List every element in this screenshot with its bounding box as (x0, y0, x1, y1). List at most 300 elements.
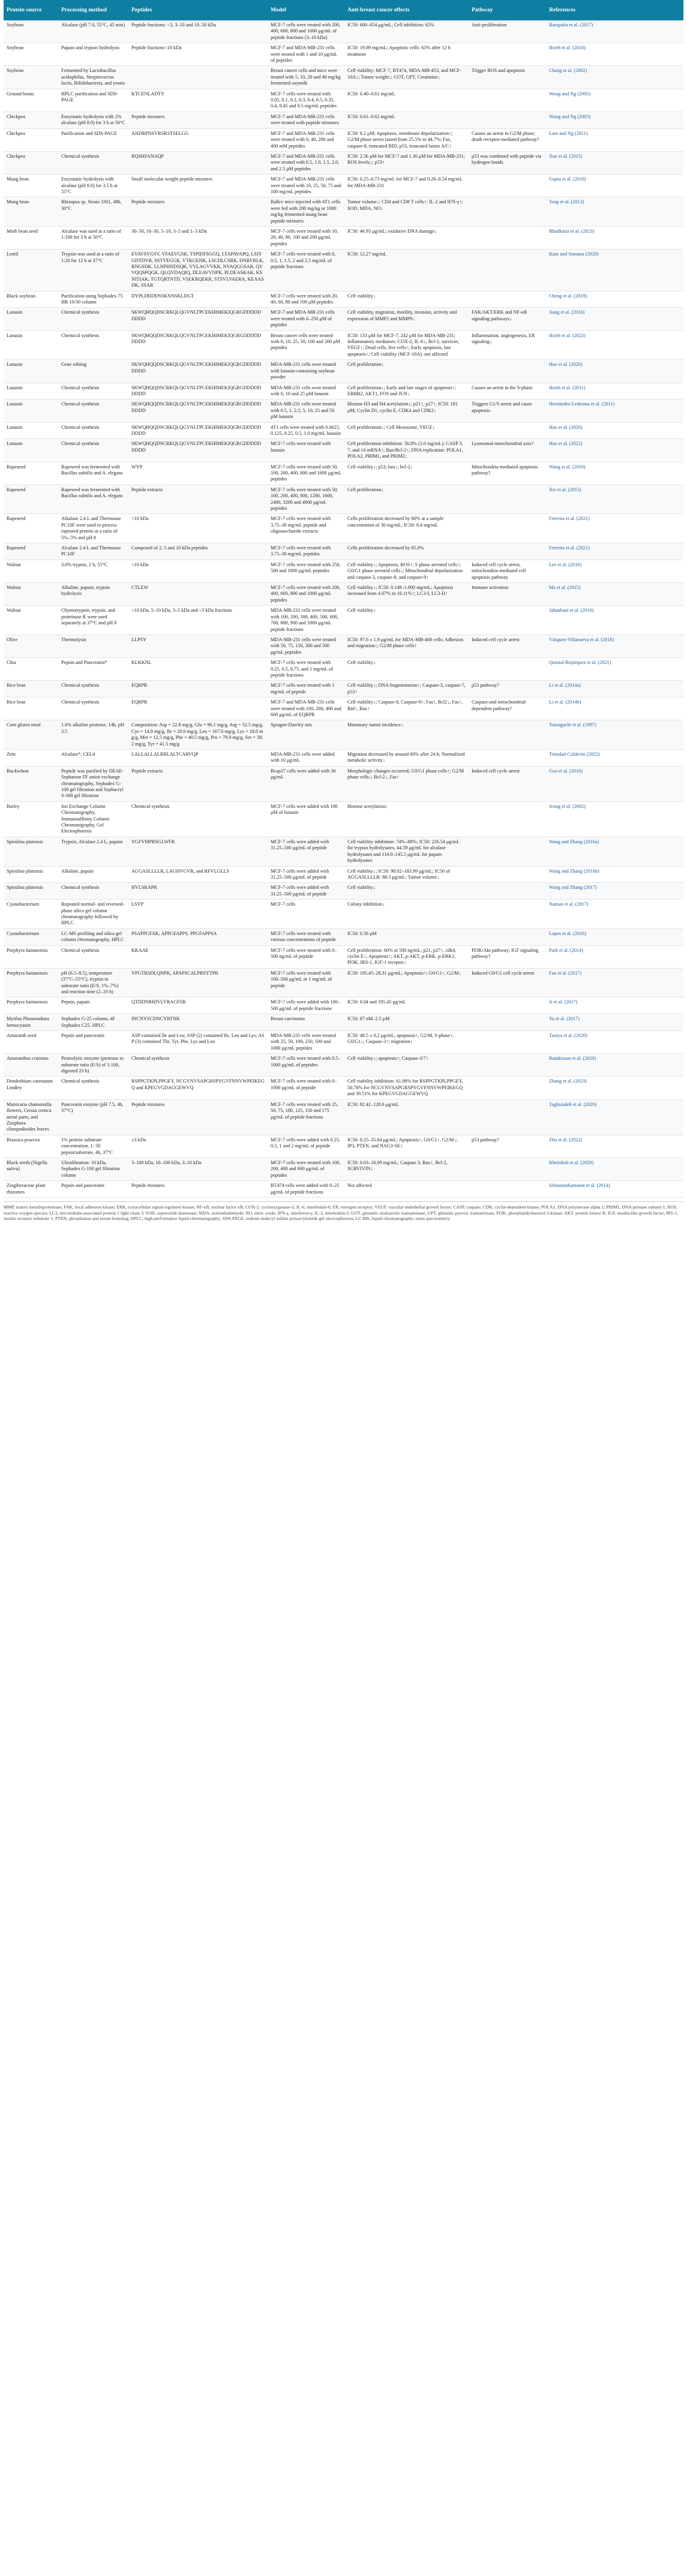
cell-reference[interactable]: Sithunnathamanut et al. (2014) (546, 1181, 683, 1198)
cell-reference[interactable]: Cheng et al. (2019) (546, 291, 683, 308)
cell-model: Breast cancer cells and mice were treated with 5, 10, 20 and 40 mg/kg fermented soymilk (268, 66, 344, 89)
cell-reference[interactable]: Fan et al. (2017) (546, 968, 683, 997)
cell-effects: IC50: 0.25–35.64 μg/mL; Apoptosis↑; G0/G1↑, G2/M↓; IP3, PTEN, and NAG3-SE↑ (344, 1135, 469, 1158)
cell-processing-method: Pepsin and Pancreatin* (58, 658, 128, 681)
cell-processing-method: Fermented by Lactobacillus acidophilus, Streptococcus lactis, Bifidobacteria, and yeasts (58, 66, 128, 89)
header-pathway: Pathway (469, 0, 546, 20)
cell-protein-source: Amaranthus cruentus (4, 1054, 58, 1077)
cell-pathway (469, 514, 546, 543)
cell-pathway: Causes an arrest in the S-phase (469, 383, 546, 399)
cell-model: MCF-7 cells were treated with 0.25, 0.5, 0.75, and 1 mg/mL of peptide fractions (268, 658, 344, 681)
cell-model: MCF-7 cells were treated with 50, 100, 200, 400, 800, 1200, 1600, 2400, 3200 and 4800 μg/mL peptides (268, 485, 344, 514)
table-row (4, 226, 683, 249)
cell-peptides: SKWQHQQDSCRKQLQGVNLTPCEKHIMEKIQGRGDDDDDDDDD (128, 439, 268, 462)
cell-peptides: Chemical synthesis (128, 1054, 268, 1077)
cell-processing-method: Chemical synthesis (58, 422, 128, 439)
cell-reference[interactable]: Trinidad-Calderón (2022) (546, 750, 683, 767)
cell-pathway (469, 89, 546, 112)
cell-reference[interactable]: Yu et al. (2017) (546, 1014, 683, 1031)
table-row (4, 928, 683, 945)
cell-pathway (469, 291, 546, 308)
cell-model: MCF-7 and MDA-MB-231 cells were treated with 10, 25, 50, 75 and 100 mg/mL peptides (268, 175, 344, 197)
cell-protein-source: Zein (4, 750, 58, 767)
cell-effects: Cell proliferation: 60% at 500 ng/mL; p21, p27↑, cdk4, cyclin E↓; Apoptosis↑; AKT, p-AKT, p-ERK, p-ERK1, PI3K, IRS-1, IGF-1 receptor↓ (344, 945, 469, 968)
cell-processing-method: Chemical synthesis (58, 399, 128, 422)
cell-processing-method: Alkalase 2.4 L and Thermoase PC10F were used to process rapeseed protein at a ratio of 5%–5% and pH 8 (58, 514, 128, 543)
cell-peptides: HVLSRAPR (128, 883, 268, 900)
cell-pathway: Immune activation (469, 583, 546, 606)
table-row (4, 175, 683, 197)
table-row (4, 1014, 683, 1031)
cell-peptides: Peptide extracts (128, 766, 268, 801)
cell-model: BT474 cells were added with 0–25 μg/mL of peptide fractions (268, 1181, 344, 1198)
table-row (4, 383, 683, 399)
cell-protein-source: Lunasin (4, 308, 58, 330)
cell-processing-method: Rapeseed was fermented with Bacillus subtilis and A. elegans (58, 485, 128, 514)
cell-peptides: CTLEW (128, 583, 268, 606)
cell-peptides: ≤3 kDa (128, 1135, 268, 1158)
cell-effects: Cells proliferation decreased by 80% at a sample concentration of 30 mg/mL; IC50: 8.4 mg/mL (344, 514, 469, 543)
cell-processing-method: Trypsin was used at a ratio of 1:20 for 12 h at 37°C (58, 250, 128, 291)
cell-effects: IC50: 12.27 mg/mL (344, 250, 469, 291)
cell-peptides: Peptide mixtures (128, 1099, 268, 1135)
cell-model: MCF-7 cells were treated with 50, 100, 200, 400, 800 and 1600 μg/mL peptides (268, 462, 344, 485)
cell-effects: IC50: 195.45–28.31 μg/mL; Apoptosis↑; G0/G1↑, G2/M↓ (344, 968, 469, 997)
cell-peptides: SKWQHQQDSCRKQLQGVNLTPCEKHIMEKIQGRGDDDDDDDDD (128, 422, 268, 439)
cell-peptides: Peptide fractions<10 kDa (128, 43, 268, 66)
cell-reference[interactable]: Kheirdish et al. (2020) (546, 1158, 683, 1180)
cell-processing-method: Chemical synthesis (58, 681, 128, 698)
cell-effects: IC50: 0.25–0.73 mg/mL for MCF-7 and 0.26–0.54 mg/mL for MDA-MB-231 (344, 175, 469, 197)
cell-processing-method: Repeated normal- and reversed-phase silica gel column chromatography followed by HPLC (58, 900, 128, 929)
table-row (4, 883, 683, 900)
cell-pathway: Induced cell cycle arrest, mitochondria-mediated cell apoptosis pathway (469, 560, 546, 582)
cell-pathway (469, 1181, 546, 1198)
cell-pathway: Induced cell cycle arrest (469, 635, 546, 657)
cell-model: MCF-7 cells were treated with 20, 40, 60, 80 and 100 μM peptides (268, 291, 344, 308)
cell-model: MCF-7 and MDA-MB-231 cells were treated with 0–250 μM of peptides (268, 308, 344, 330)
cell-protein-source: Cyanobacterium (4, 928, 58, 945)
cell-reference[interactable]: Jahanbani et al. (2016) (546, 606, 683, 635)
cell-effects: Cell viability↓; apoptosis↑; Caspase-3/7↑ (344, 1054, 469, 1077)
cell-protein-source: Olive (4, 635, 58, 657)
cell-pathway: Caspase-and mitochondrial-dependent pathway? (469, 698, 546, 720)
cell-reference[interactable]: Bhadkaria et al. (2023) (546, 226, 683, 249)
cell-model: MCF-7 cells were added with 31.25–500 μg/mL of peptide (268, 883, 344, 900)
cell-reference[interactable]: Wang et al. (2016) (546, 462, 683, 485)
cell-peptides: KTCENLADTY (128, 89, 268, 112)
cell-reference[interactable]: Li et al. (2014a) (546, 681, 683, 698)
cell-peptides: KKAAE (128, 945, 268, 968)
cell-protein-source: Spirulina platensis (4, 883, 58, 900)
cell-reference[interactable]: Ji et al. (2017) (546, 997, 683, 1014)
table-row (4, 606, 683, 635)
table-row (4, 837, 683, 866)
cell-reference[interactable]: Yamaguchi et al. (1997) (546, 720, 683, 750)
cell-effects: IC50: 600–654 μg/mL; Cell inhibition: 65% (344, 20, 469, 43)
header-processing-method: Processing method (58, 0, 128, 20)
cell-reference[interactable]: Ma et al. (2015) (546, 583, 683, 606)
cell-pathway: Induced G0/G1 cell cycle arrest (469, 968, 546, 997)
cell-protein-source: Black soybean (4, 291, 58, 308)
cell-processing-method: Chemical synthesis (58, 308, 128, 330)
cell-reference[interactable]: Quintal-Bojórquez et al. (2021) (546, 658, 683, 681)
cell-peptides: <10 kDa, 5–10 kDa, 3–5 kDa and <3 kDa fractions (128, 606, 268, 635)
cell-reference[interactable]: Hsieh et al. (2011) (546, 383, 683, 399)
cell-reference[interactable]: Lam and Ng (2011) (546, 128, 683, 151)
cell-processing-method: Peptide was purified by DEAE-Sepharose FF anion exchange chromatography, Sephadex G-100 gel filtration and Sephacryl S-300 gel filtration (58, 766, 128, 801)
cell-model: MCF-7 cells were treated with 200, 400, 600, 800 and 1000 μg/mL peptides (268, 583, 344, 606)
cell-effects: Cell viability inhibition: 74%–88%; IC50: 226.54 μg/mL for trypsin hydrolysates, 44.59 μg/mL for alcalase hydrolysates and 114.0–145.5 μg/mL for papain hydrolysates (344, 837, 469, 866)
table-row (4, 128, 683, 151)
cell-pathway (469, 883, 546, 900)
cell-protein-source: Spirulina platensis (4, 866, 58, 883)
cell-protein-source: Ground beans (4, 89, 58, 112)
cell-protein-source: Chickpea (4, 128, 58, 151)
table-row (4, 43, 683, 66)
table-row (4, 462, 683, 485)
cell-reference[interactable]: Hernández-Ledesma et al. (2011) (546, 399, 683, 422)
cell-reference[interactable]: Guo et al. (2010) (546, 766, 683, 801)
cell-model: MCF-7 cells were added with 31.25–500 μg/mL of peptide (268, 837, 344, 866)
cell-peptides: 30–50, 10–30, 5–10, 3–5 and 1–3 kDa (128, 226, 268, 249)
cell-model: MCF-7 cells (268, 900, 344, 929)
cell-protein-source: Walnut (4, 560, 58, 582)
cell-peptides: 3–100 kDa, 10–100 kDa, 3–10 kDa (128, 1158, 268, 1180)
cell-peptides: Peptide fractions: <3, 3–10 and 10–50 kDa (128, 20, 268, 43)
cell-model: MDA-MB-231 cells were treated with 0, 10 and 25 μM lunasin (268, 383, 344, 399)
cell-model: Balb/c mice injected with 4T1 cells were fed with 200 mg/kg or 1000 mg/kg fermented mung bean peptide mixtures (268, 197, 344, 227)
cell-model: MCF-7 and MDA-MB-231 cells were treated with 0.5, 1.0, 1.5, 2.0, and 2.5 μM peptides (268, 151, 344, 174)
cell-protein-source: Buckwheat (4, 766, 58, 801)
cell-model: 4T1 cells were treated with 0.0625, 0.125, 0.25, 0.5, 1.0 mg/mL lunasin (268, 422, 344, 439)
cell-protein-source: Porphyra haitanensis (4, 945, 58, 968)
cell-model: MDA-MB-231 cells were treated with 0.5, 1, 2.5, 5, 10, 25 and 50 μM lunasin (268, 399, 344, 422)
cell-processing-method: Alcalase was used at a ratio of 1:100 for 3 h at 50°C (58, 226, 128, 249)
cell-reference[interactable]: Wong and Ng (2005) (546, 112, 683, 128)
cell-peptides: ANDRPNSVRSRSTSELGG (128, 128, 268, 151)
cell-protein-source: Rice bran (4, 681, 58, 698)
table-row (4, 399, 683, 422)
cell-processing-method: Chemical synthesis (58, 383, 128, 399)
cell-processing-method: Pepsin and pancreatin (58, 1181, 128, 1198)
cell-model: MCF-7 and MDA-MB-231 cells were treated with 0, 40, 200 and 400 mM peptides (268, 128, 344, 151)
cell-model: MCF-7 cells were treated with 100–500 μg/mL or 1 mg/mL of peptide (268, 968, 344, 997)
peptides-table (4, 0, 683, 1198)
cell-peptides: Composed of 2, 5 and 10 kDa peptides (128, 543, 268, 560)
cell-model: MCF-7 and MDA-MB-231 cells were treated with 1 and 10 μg/mL of peptides (268, 43, 344, 66)
table-row (4, 439, 683, 462)
cell-effects: IC50: 19.89 mg/mL; Apoptotic cells: 63% after 12 h treatment (344, 43, 469, 66)
cell-peptides: QTDDNRHIVLVRAGFSR (128, 997, 268, 1014)
cell-reference[interactable]: Wang and Zhang (2016a) (546, 837, 683, 866)
cell-protein-source: Chickpea (4, 151, 58, 174)
cell-reference[interactable]: Lopes et al. (2016) (546, 928, 683, 945)
cell-protein-source: Corn gluten meal (4, 720, 58, 750)
cell-model: MCF-7 cells were treated with various concentrations of peptide (268, 928, 344, 945)
cell-processing-method: Papain and trypsin hydrolysis (58, 43, 128, 66)
cell-protein-source: Soybean (4, 43, 58, 66)
cell-pathway (469, 801, 546, 837)
table-row (4, 866, 683, 883)
cell-effects: Cell viability↓; IC50: 0.149–1.000 mg/mL; Apoptosis increased from 4.07% to 16.11%↑; LC3-I, LC3-II↑ (344, 583, 469, 606)
cell-pathway (469, 112, 546, 128)
cell-protein-source: Chia (4, 658, 58, 681)
cell-reference[interactable]: Li et al. (2014b) (546, 698, 683, 720)
table-row (4, 20, 683, 43)
cell-processing-method: Chemical synthesis (58, 945, 128, 968)
cell-processing-method: Rhizopus sp. Strain 3301, 48h, 30°C (58, 197, 128, 227)
cell-reference[interactable]: Hsieh et al. (2016) (546, 43, 683, 66)
cell-protein-source: Mung bean (4, 197, 58, 227)
cell-effects: Cell viability↓ (344, 883, 469, 900)
cell-model: MCF-7 cells were treated with 0, 0.5, 1, 1.5, 2 and 2.5 mg/mL of peptide fractions (268, 250, 344, 291)
cell-protein-source: Lunasin (4, 330, 58, 360)
cell-reference[interactable]: Xie et al. (2015) (546, 485, 683, 514)
cell-protein-source: Dendrobium catenatum Lindley (4, 1077, 58, 1099)
cell-reference[interactable]: Ferreira et al. (2021) (546, 543, 683, 560)
cell-peptides: DYPLDHDDSSKNNSKLDGT (128, 291, 268, 308)
cell-reference[interactable]: Yeap et al. (2013) (546, 197, 683, 227)
cell-reference[interactable]: Lee et al. (2016) (546, 560, 683, 582)
table-row (4, 330, 683, 360)
table-row (4, 1054, 683, 1077)
cell-model: MCF-7 cells were added with 100–500 μg/mL of peptide fractions (268, 997, 344, 1014)
cell-effects: Cell viability↓; IC50: 98.02–183.99 μg/mL; IC50 of AGGASLLLLR: 88.3 μg/mL; Tumor volume↓ (344, 866, 469, 883)
cell-peptides: EQRPR (128, 681, 268, 698)
cell-effects: Histone acetylation↓ (344, 801, 469, 837)
cell-protein-source: Mung bean (4, 175, 58, 197)
cell-peptides: YGFVMPRSGLWFR (128, 837, 268, 866)
cell-processing-method: Alcalase 2.4 L and Thermoase PC10F (58, 543, 128, 560)
cell-effects: Mammary tumor incidence↓ (344, 720, 469, 750)
cell-reference[interactable]: Ferreira et al. (2021) (546, 514, 683, 543)
cell-processing-method: Thermolysin (58, 635, 128, 657)
cell-pathway (469, 606, 546, 635)
cell-effects: Cell viability↓ (344, 606, 469, 635)
cell-effects: Cell viability↓; DNA fragmentation↑; Caspase-3, caspase-7, p53↑ (344, 681, 469, 698)
cell-protein-source: Lunasin (4, 383, 58, 399)
cell-reference[interactable]: Barapatia et al. (2017) (546, 20, 683, 43)
cell-effects: Cell viability inhibition: 61.88% for RSPPGTKPLPPGEY, 50.78% for NCGVNVSAPGRSPYGVFNNVWPEIKEGQ and 39.51% for KPEGVGDAGGEWVQ (344, 1077, 469, 1099)
cell-protein-source: Zingiberaceae plant rhizomes (4, 1181, 58, 1198)
cell-effects: IC50: 2.56 μM for MCF-7 and 1.30 μM for MDA-MB-231; ROS levels↓; p53↑ (344, 151, 469, 174)
cell-reference[interactable]: Hao et al. (2020) (546, 422, 683, 439)
cell-peptides: AGGASLLLLR, LAGHVGVR, and RFVLGLLS (128, 866, 268, 883)
cell-processing-method: Chemical synthesis (58, 883, 128, 900)
cell-effects: IC50: 0.40–0.61 mg/mL (344, 89, 469, 112)
cell-reference[interactable]: Gupta et al. (2018) (546, 175, 683, 197)
cell-model: MCF-7 cells were treated with 0–500 ng/mL of peptide (268, 945, 344, 968)
cell-protein-source: Walnut (4, 583, 58, 606)
cell-reference[interactable]: Wang and Zhang (2017) (546, 883, 683, 900)
cell-reference[interactable]: Wang and Zhang (2016b) (546, 866, 683, 883)
cell-model: MCF-7 cells were treated with 100, 200, 400 and 600 μg/mL of peptides (268, 1158, 344, 1180)
cell-effects: Histone H3 and H4 acetylation↓; p21↑, p27↑; IC50: 181 μM; Cyclin D1, cyclin E, CDK4 and CDK2↓ (344, 399, 469, 422)
cell-reference[interactable]: Jeong et al. (2002) (546, 801, 683, 837)
cell-protein-source: Lunasin (4, 422, 58, 439)
cell-protein-source: Lentil (4, 250, 58, 291)
cell-protein-source: Lunasin (4, 439, 58, 462)
cell-processing-method: Sephadex G-25 column, 4F Sephadex C25, HPLC (58, 1014, 128, 1031)
cell-peptides: SKWQHQQDSCRKQLQGVNLTPCEKHIMEKIQGRGDDDDDDDDD (128, 360, 268, 383)
table-row (4, 543, 683, 560)
cell-processing-method: Gene editing (58, 360, 128, 383)
cell-effects: Cells proliferation decreased by 85.0% (344, 543, 469, 560)
cell-peptides: KLKKNL (128, 658, 268, 681)
cell-pathway (469, 1014, 546, 1031)
cell-reference[interactable]: Hsieh et al. (2023) (546, 330, 683, 360)
cell-pathway: FAK/AKT/ERK and NF-κB signaling pathways↓ (469, 308, 546, 330)
cell-reference[interactable]: Kaur and Sumana (2020) (546, 250, 683, 291)
cell-reference[interactable]: Vásquez-Villanueva et al. (2018) (546, 635, 683, 657)
table-row (4, 250, 683, 291)
cell-processing-method: Chemical synthesis (58, 151, 128, 174)
cell-pathway (469, 250, 546, 291)
cell-peptides: SKWQHQQDSCRKQLQGVNLTPCEKHIMEKIQGRGDDDDDDDDD (128, 330, 268, 360)
cell-pathway: p53 was combined with peptide via hydrogen bonds (469, 151, 546, 174)
cell-model: MCF-7 cells were added with 31.25–500 μg/mL of peptide (268, 866, 344, 883)
cell-pathway: Anti-proliferation (469, 20, 546, 43)
cell-reference[interactable]: Hao et al. (2020) (546, 360, 683, 383)
cell-pathway (469, 658, 546, 681)
cell-peptides: LSYP (128, 900, 268, 929)
table-row (4, 485, 683, 514)
cell-protein-source: Soybean (4, 66, 58, 89)
cell-model: MDA-MB-231 cells were treated with 50, 75, 150, 300 and 500 μg/mL peptides (268, 635, 344, 657)
cell-model: Breast carcinoma (268, 1014, 344, 1031)
cell-processing-method: Rapeseed was fermented with Bacillus subtilis and A. elegans (58, 462, 128, 485)
cell-peptides: Peptide mixtures (128, 197, 268, 227)
cell-peptides: WYP (128, 462, 268, 485)
cell-model: Sprague-Dawley rats (268, 720, 344, 750)
cell-protein-source: Porphyra haitanensis (4, 968, 58, 997)
cell-reference[interactable]: Xue et al. (2015) (546, 151, 683, 174)
cell-peptides: LLPSY (128, 635, 268, 657)
table-footnote: MMP, matrix metalloproteinase; FAK, focal adhesion kinase; ERK, extracellular signal-regulated kinase; NF-κB, nuclear factor κB; COX-2, cyclooxygenase-2; IL-6, interleukin-6; ER, estrogen receptor; VEGF, vascular endothelial growth factor; CASP, caspase; CDK, cyclin-dependent kinase; POLA1, DNA polymerase alpha 1; PRIM1, DNA primase subunit 1; ROS, reactive oxygen species; LC3, microtubule-associated protein 1 light chain 3; SOD, superoxide dismutase; MDA, malondialdehyde; NO, nitric oxide; IFN-γ, interferon-γ; IL-2, interleukin-2; GOT, glutamic oxaloacetic transaminase; GPT, glutamic pyruvic transaminase; PI3K, phosphatidylinositol 3-kinase; AKT, protein kinase B; IGF, insulin-like growth factor; IRS-1, insulin receptor substrate 1; PTEN, phosphatase and tensin homolog; HPLC, high-performance liquid chromatography; SDS-PAGE, sodium dodecyl sulfate polyacrylamide gel electrophoresis; LC-MS, liquid chromatography–mass spectrometry. (4, 1201, 683, 1222)
table-row (4, 945, 683, 968)
cell-model: Breast cancer cells were treated with 0, 10, 25, 50, 100 and 200 μM peptides (268, 330, 344, 360)
cell-effects: Cell proliferation↓ (344, 360, 469, 383)
cell-pathway (469, 900, 546, 929)
cell-pathway (469, 43, 546, 66)
table-row (4, 583, 683, 606)
cell-processing-method: Alcalase*; CEL4 (58, 750, 128, 767)
cell-pathway: Mitochondria-mediated apoptosis pathway? (469, 462, 546, 485)
cell-reference[interactable]: Hao et al. (2022) (546, 439, 683, 462)
table-header (4, 0, 683, 20)
cell-effects: Morphologic changes occurred; G0/G1 phase cells↑; G2/M phase cells↓; Bcl-2↓, Fas↑ (344, 766, 469, 801)
table-row (4, 1158, 683, 1180)
cell-effects: Cell viability↓ (344, 658, 469, 681)
cell-peptides: SKWQHQQDSCRKQLQGVNLTPCEKHIMEKIQGRGDDDDDDDDD (128, 308, 268, 330)
cell-processing-method: Chemical synthesis (58, 698, 128, 720)
cell-model: MCF-7 cells were treated with lunasin (268, 439, 344, 462)
cell-peptides: RQSHFANAQP (128, 151, 268, 174)
cell-processing-method: Pepsin, papain (58, 997, 128, 1014)
cell-reference[interactable]: Wong and Ng (2005) (546, 89, 683, 112)
cell-processing-method: Alcalase (pH 7.0, 55°C, 45 min) (58, 20, 128, 43)
cell-processing-method: Chemical synthesis (58, 439, 128, 462)
cell-reference[interactable]: Zhu et al. (2022) (546, 1135, 683, 1158)
cell-effects: IC50: 87 nM–2.5 μM (344, 1014, 469, 1031)
cell-peptides: Chemical synthesis (128, 801, 268, 837)
cell-processing-method: Alkaline, papain (58, 866, 128, 883)
cell-protein-source: Brassica praecox (4, 1135, 58, 1158)
cell-peptides: <10 kDa (128, 514, 268, 543)
cell-model: MCF-7 cells were treated with 3.75–30 mg/mL peptide and oligosaccharide extracts (268, 514, 344, 543)
cell-processing-method: 1% protein substrate concentration, 1: 50 pepsin/substrate, 4h, 37°C (58, 1135, 128, 1158)
cell-processing-method: 1.6% alkaline protease, 14h, pH 3.5 (58, 720, 128, 750)
cell-peptides: <10 kDa (128, 560, 268, 582)
cell-pathway (469, 720, 546, 750)
cell-pathway: Causes an arrest in G2/M phase; death receptor-mediated pathway? (469, 128, 546, 151)
header-references: References (546, 0, 683, 20)
cell-model: MCF-7 cells were added with 0.25, 0.5, 1 and 2 mg/mL of peptide (268, 1135, 344, 1158)
cell-model: Bcap37 cells were added with 30 μg/mL (268, 766, 344, 801)
table-row (4, 658, 683, 681)
cell-reference[interactable]: Naman et al. (2017) (546, 900, 683, 929)
cell-protein-source: Matricaria chamomilla flowers, Cressa cretica aerial parts, and Ziziphora clinopodioides leaves (4, 1099, 58, 1135)
cell-processing-method: Trypsin, Alcalase 2.4 L, papain (58, 837, 128, 866)
header-row (4, 0, 683, 20)
cell-protein-source: Barley (4, 801, 58, 837)
cell-pathway (469, 1077, 546, 1099)
cell-reference[interactable]: Chang et al. (2002) (546, 66, 683, 89)
table-row (4, 698, 683, 720)
cell-pathway (469, 1099, 546, 1135)
cell-effects: Not affected (344, 1181, 469, 1198)
table-row (4, 801, 683, 837)
cell-peptides: EVAVSVGSV, YFAEVGSK, TSPIDFSGGQ, LTAPAVAPQ, LSIYGDTDVR, SSTVEGGK, VTKGENK, LSCDLCSRK, DNRVRLK, RNGSDK, LLNPHNDSQK, VVLAGVVKK, NVAQGGSAR, QVVQQSPQGK, QLQVDAQIQ, DLEAVVNPK, PLDEASKAK, KSNITIAK, TGTQRTNTD, VSEKRQEKR, STSVLVAERA, KEAASDK, SSAR (128, 250, 268, 291)
table-row (4, 360, 683, 383)
cell-pathway (469, 1158, 546, 1180)
cell-protein-source: Rapeseed (4, 485, 58, 514)
cell-model: MDA-MB-231 cells were added with 10 μg/mL (268, 750, 344, 767)
cell-peptides: ASP contained Ile and Leu; ASP (2) contained Ile, Leu and Lys; ASP (3) contained Thr, Tyr, Phe, Lys and Leu (128, 1031, 268, 1054)
cell-pathway: Triggers G1/S arrest and cause apoptosis (469, 399, 546, 422)
table-row (4, 308, 683, 330)
cell-reference[interactable]: Taghizadeh et al. (2020) (546, 1099, 683, 1135)
cell-effects: IC50: 82.42–128.6 μg/mL (344, 1099, 469, 1135)
cell-peptides: Small molecular weight peptide mixtures (128, 175, 268, 197)
cell-processing-method: Purification using Sephadex 75 HR 10/30 column (58, 291, 128, 308)
cell-model: MCF-7 cells were treated with 250, 500 and 1000 μg/mL peptides (268, 560, 344, 582)
cell-protein-source: Rapeseed (4, 514, 58, 543)
cell-pathway (469, 175, 546, 197)
cell-effects: IC50: 46.93 μg/mL; oxidative DNA damage↓ (344, 226, 469, 249)
cell-reference[interactable]: Park et al. (2014) (546, 945, 683, 968)
cell-reference[interactable]: Taniya et al. (2020) (546, 1031, 683, 1054)
cell-protein-source: Rapeseed (4, 543, 58, 560)
cell-peptides: YPGTRSDLQNPK, APAPSCALPRSYTPR (128, 968, 268, 997)
table-row (4, 89, 683, 112)
cell-effects: Cell viability: MCF-7, BT474, MDA-MB-453, and MCF-10A↓; Tumor weight↓; GOT, GPT, Creatinine↓ (344, 66, 469, 89)
cell-processing-method: Alkaline, papain, trypsin hydrolysis (58, 583, 128, 606)
table-row (4, 1135, 683, 1158)
cell-pathway (469, 226, 546, 249)
table-row (4, 291, 683, 308)
cell-reference[interactable]: Zhang et al. (2023) (546, 1077, 683, 1099)
cell-processing-method: HPLC purification and SDS-PAGE (58, 89, 128, 112)
header-protein-source: Protein source (4, 0, 58, 20)
cell-protein-source: Amaranth seed (4, 1031, 58, 1054)
cell-reference[interactable]: Jiang et al. (2016) (546, 308, 683, 330)
cell-pathway: Inflammation, angiogenesis, ER signaling↓ (469, 330, 546, 360)
cell-protein-source: Lunasin (4, 360, 58, 383)
cell-reference[interactable]: Ramkisson et al. (2020) (546, 1054, 683, 1077)
cell-pathway (469, 360, 546, 383)
